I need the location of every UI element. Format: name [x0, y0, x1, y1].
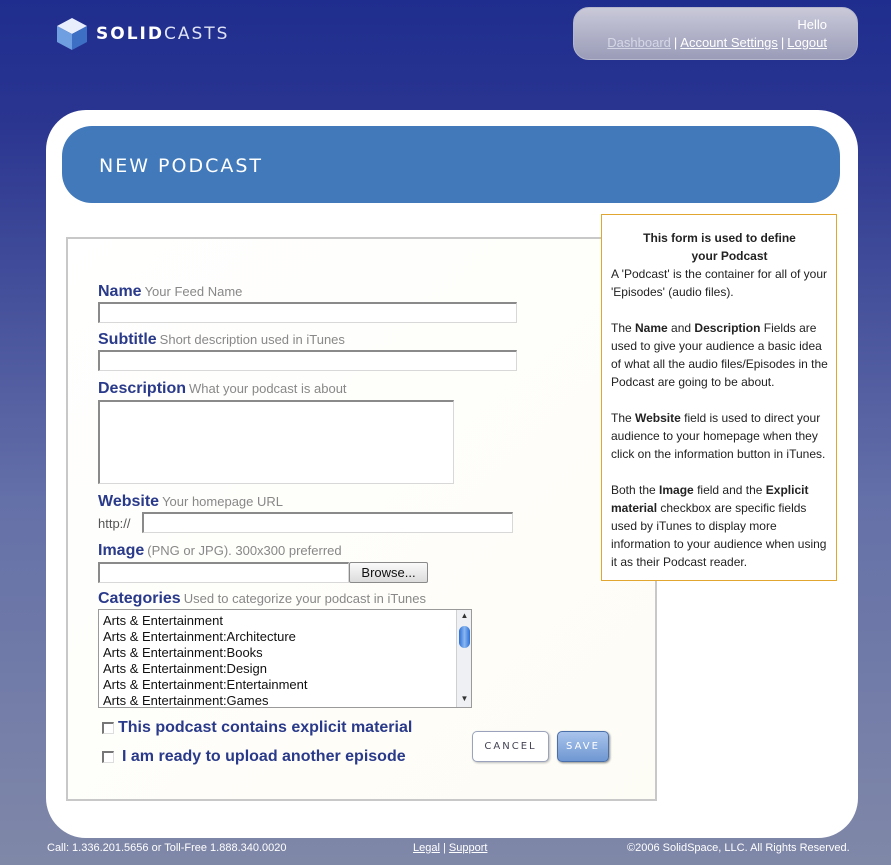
- help-p2: The Name and Description Fields are used to give your audience a basic idea of what all the audio files/Episodes in the Podcast are going to be about.: [611, 321, 828, 389]
- name-input[interactable]: [98, 302, 517, 323]
- another-episode-checkbox[interactable]: [102, 751, 114, 763]
- website-label: Website Your homepage URL: [98, 493, 283, 510]
- subtitle-label: Subtitle Short description used in iTunes: [98, 331, 345, 348]
- page-title: NEW PODCAST: [62, 126, 840, 203]
- listbox-scrollbar[interactable]: [456, 610, 471, 707]
- help-title-line1: This form is used to define: [643, 231, 796, 245]
- image-file-input[interactable]: [98, 562, 349, 583]
- cube-logo-icon: [56, 17, 88, 51]
- description-label: Description What your podcast is about: [98, 380, 347, 397]
- help-p4: Both the Image field and the Explicit material checkbox are specific fields used by iTunes to display more information to your audience when using it as their Podcast reader.: [611, 483, 827, 569]
- scroll-up-icon[interactable]: ▲: [460, 611, 469, 620]
- logout-link[interactable]: Logout: [787, 35, 827, 50]
- categories-listbox[interactable]: [98, 609, 472, 708]
- category-option[interactable]: Arts & Entertainment:Design: [103, 661, 268, 676]
- dashboard-link[interactable]: Dashboard: [607, 35, 671, 50]
- footer-copyright: ©2006 SolidSpace, LLC. All Rights Reserved.: [627, 842, 850, 854]
- category-option[interactable]: Arts & Entertainment:Entertainment: [103, 677, 308, 692]
- help-title-line2: your Podcast: [691, 249, 768, 263]
- scroll-down-icon[interactable]: ▼: [460, 694, 469, 703]
- another-episode-label: I am ready to upload another episode: [122, 748, 406, 765]
- explicit-row: [102, 719, 412, 737]
- save-button[interactable]: SAVE: [557, 731, 609, 762]
- help-box: [601, 214, 837, 581]
- help-p1: A 'Podcast' is the container for all of your 'Episodes' (audio files).: [611, 267, 828, 299]
- category-option[interactable]: Arts & Entertainment:Architecture: [103, 629, 296, 644]
- footer-links: Legal | Support: [413, 842, 488, 854]
- scroll-thumb[interactable]: [459, 626, 470, 648]
- explicit-checkbox[interactable]: [102, 722, 114, 734]
- image-label: Image (PNG or JPG). 300x300 preferred: [98, 542, 342, 559]
- category-option[interactable]: Arts & Entertainment: [103, 613, 223, 628]
- description-textarea[interactable]: [98, 400, 454, 484]
- account-settings-link[interactable]: Account Settings: [680, 35, 778, 50]
- support-link[interactable]: Support: [448, 842, 488, 854]
- website-prefix: http://: [98, 516, 131, 531]
- logo[interactable]: [56, 17, 229, 51]
- subtitle-input[interactable]: [98, 350, 517, 371]
- cancel-button[interactable]: CANCEL: [472, 731, 549, 762]
- name-label: Name Your Feed Name: [98, 283, 243, 300]
- footer-phone: Call: 1.336.201.5656 or Toll-Free 1.888.340.0020: [47, 842, 287, 854]
- categories-label: Categories Used to categorize your podcast in iTunes: [98, 590, 427, 607]
- explicit-label: This podcast contains explicit material: [118, 719, 413, 736]
- greeting: Hello: [797, 17, 827, 32]
- help-p3: The Website field is used to direct your audience to your homepage when they click on the information button in iTunes.: [611, 411, 826, 461]
- browse-button[interactable]: Browse...: [349, 562, 428, 583]
- website-input[interactable]: [142, 512, 513, 533]
- user-box: Hello Dashboard | Account Settings | Logout: [573, 7, 858, 60]
- legal-link[interactable]: Legal: [413, 842, 440, 854]
- category-option[interactable]: Arts & Entertainment:Games: [103, 693, 269, 708]
- another-episode-row: [102, 748, 406, 766]
- category-option[interactable]: Arts & Entertainment:Books: [103, 645, 263, 660]
- logo-text: SOLIDCASTS: [96, 24, 230, 44]
